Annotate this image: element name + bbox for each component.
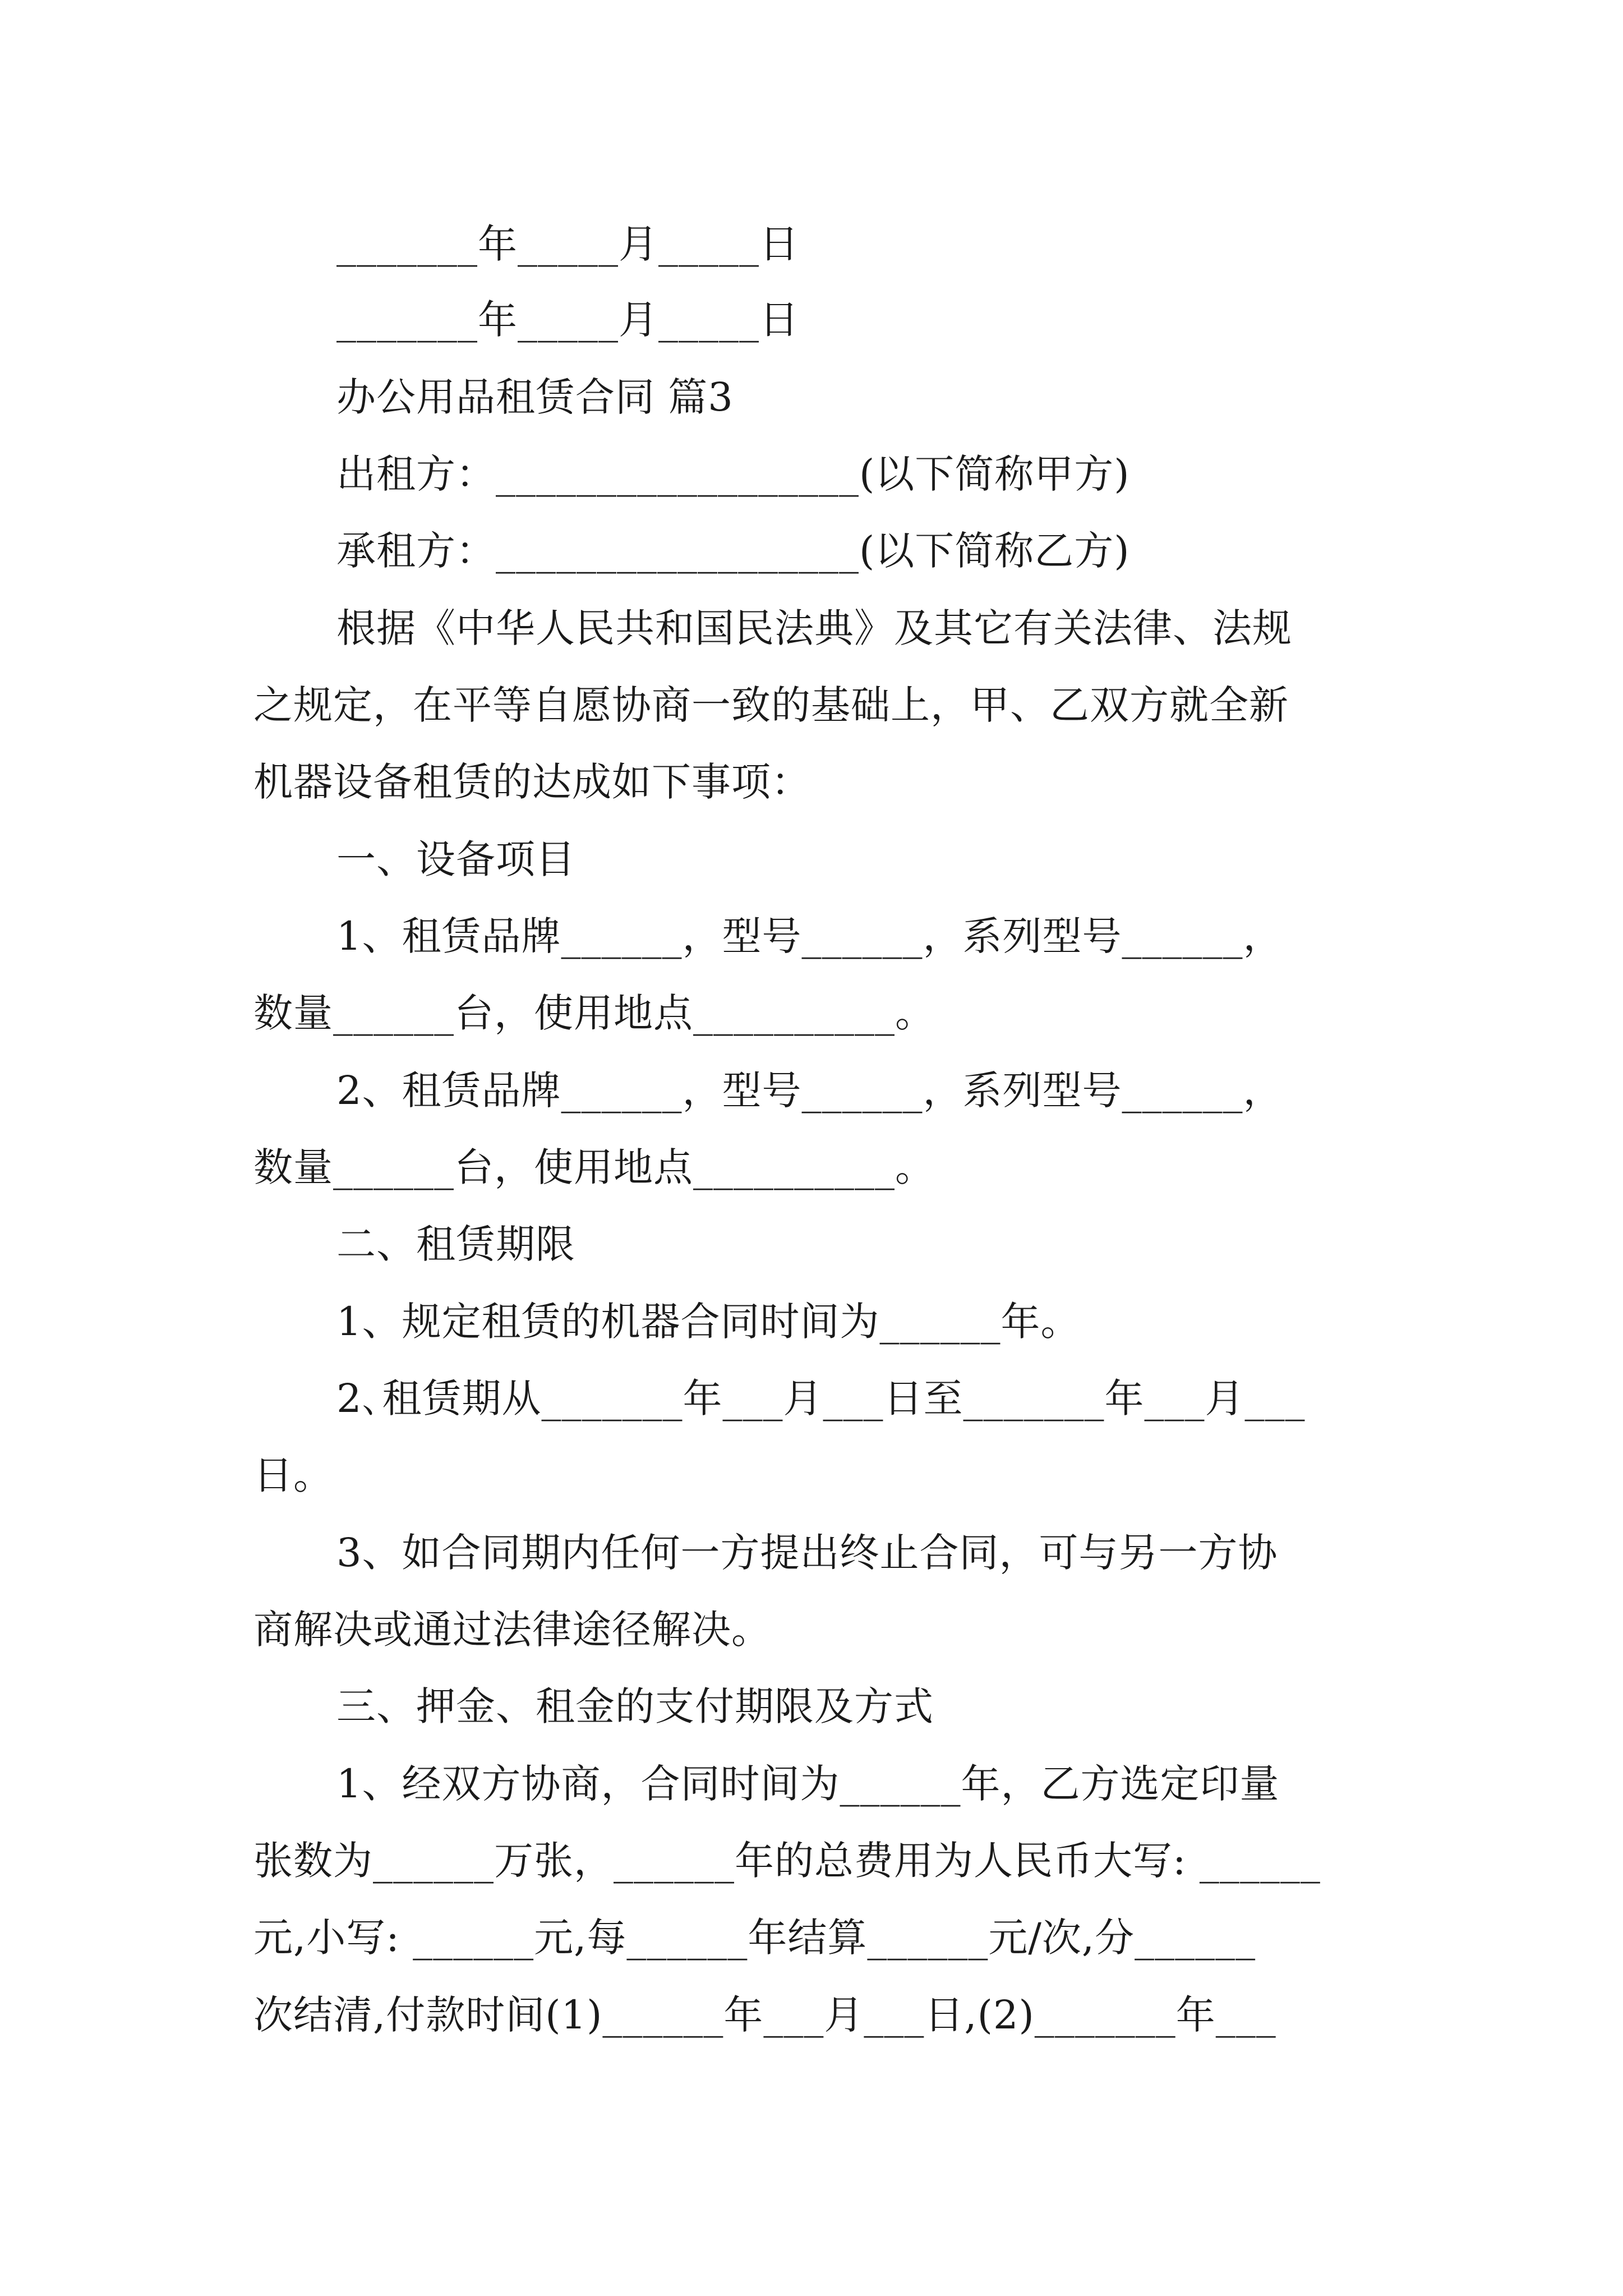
term-clause-2-line-1: 2､租赁期从_______年___月___日至_______年___月___ [336,1375,1306,1421]
term-clause-3-line-1: 3、如合同期内任何一方提出终止合同，可与另一方协 [336,1530,1278,1576]
item-1-line-2: 数量______台，使用地点__________。 [253,990,935,1036]
payment-line-3: 元,小写: ______元,每______年结算______元/次,分______ [253,1915,1256,1961]
section-title: 办公用品租赁合同 篇3 [336,374,734,420]
item-1-line-1: 1、租赁品牌______，型号______，系列型号______， [336,913,1283,959]
heading-equipment: 一、设备项目 [336,836,575,882]
preamble-line-1: 根据《中华人民共和国民法典》及其它有关法律、法规 [336,605,1292,651]
date-line-2: _______年_____月_____日 [336,297,799,343]
payment-line-2: 张数为______万张，______年的总费用为人民币大写: ______ [253,1838,1321,1884]
heading-term: 二、租赁期限 [336,1221,575,1267]
payment-line-4: 次结清,付款时间(1)______年___月___日,(2)_______年___ [253,1992,1276,2038]
preamble-line-3: 机器设备租赁的达成如下事项： [253,759,811,805]
date-line-1: _______年_____月_____日 [336,221,799,267]
lessor-line: 出租方：__________________(以下简称甲方) [336,451,1130,497]
item-2-line-2: 数量______台，使用地点__________。 [253,1144,935,1190]
item-2-line-1: 2、租赁品牌______，型号______，系列型号______， [336,1068,1283,1114]
term-clause-1: 1、规定租赁的机器合同时间为______年。 [336,1299,1081,1345]
preamble-line-2: 之规定，在平等自愿协商一致的基础上，甲、乙双方就全新 [253,682,1289,728]
lessee-line: 承租方：__________________(以下简称乙方) [336,528,1130,574]
term-clause-3-line-2: 商解决或通过法律途径解决。 [253,1607,771,1653]
heading-payment: 三、押金、租金的支付期限及方式 [336,1683,934,1729]
payment-line-1: 1、经双方协商，合同时间为______年，乙方选定印量 [336,1761,1280,1807]
term-clause-2-line-2: 日。 [253,1452,333,1498]
